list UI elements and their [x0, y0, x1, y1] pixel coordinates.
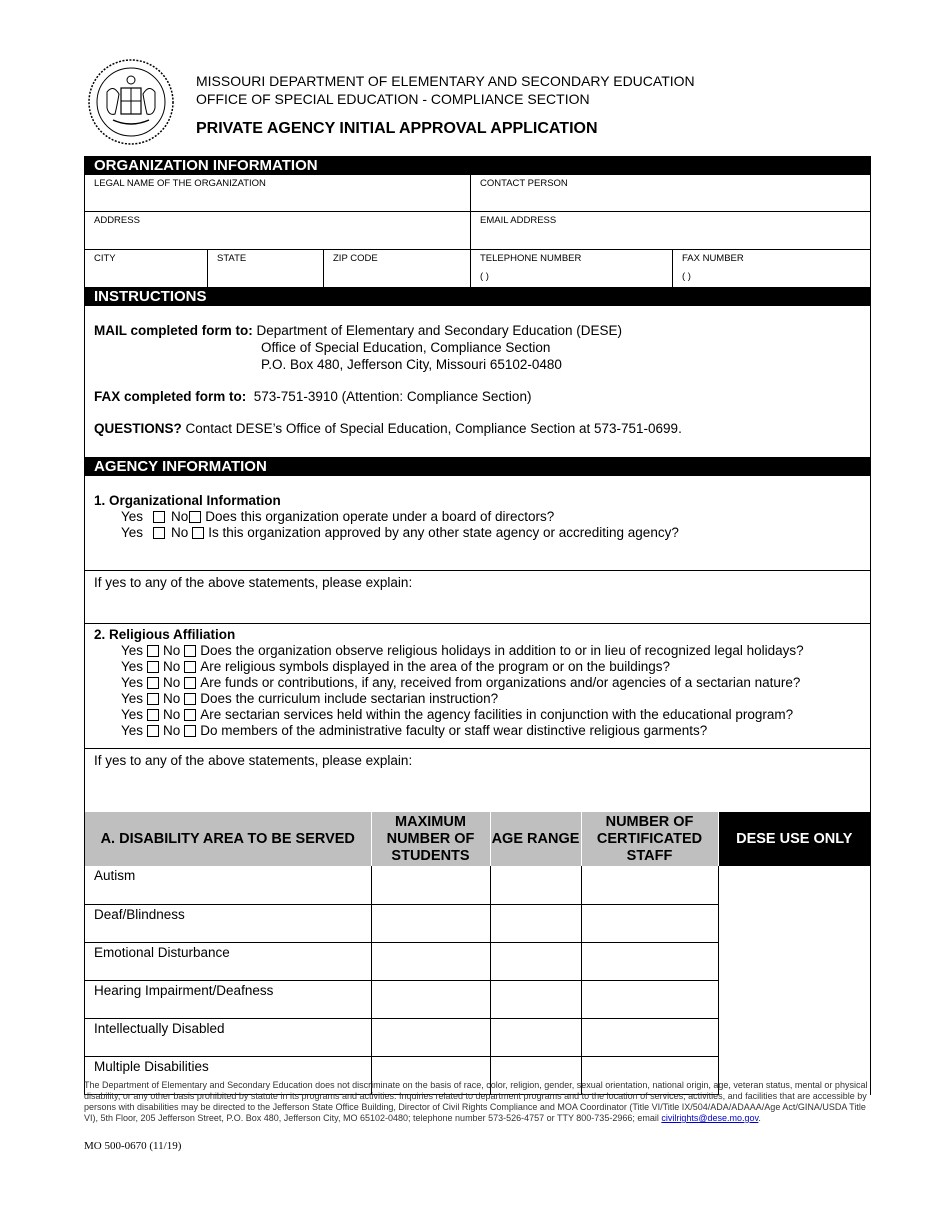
notice-text: The Department of Elementary and Secondary Education does not discriminate on the basis of race, color, religion, gender, sexual orientation, national origin, age, veteran status, mental or physical disability, or any other basis prohibited by statute in its programs and activities. Inquiries related to department programs and to the location of services, activities, and facilities that are accessible by persons with disabilities may be directed to the Jefferson State Office Building, Director of Civil Rights Compliance and MOA Coordinator (Title VI/Title IX/504/ADA/ADAAA/Age Act/GINA/USDA Title VI), 5th Floor, 205 Jefferson Street, P.O. Box 480, Jefferson City, MO 65102-0480; telephone number 573-526-4757 or TTY 800-735-2966; email — [84, 1080, 868, 1123]
disability-area-cell: Emotional Disturbance — [85, 942, 371, 980]
rel-q5-no-checkbox[interactable] — [184, 709, 196, 721]
rel-q1-text: Does the organization observe religious holidays in addition to or in lieu of recognized legal holidays? — [200, 643, 804, 658]
max-students-input[interactable] — [371, 1018, 490, 1056]
yes-label: Yes — [121, 691, 144, 706]
max-students-input[interactable] — [371, 904, 490, 942]
table-row — [85, 866, 870, 904]
telephone-label: TELEPHONE NUMBER — [480, 253, 582, 264]
staff-count-input[interactable] — [581, 942, 718, 980]
agency-section-bar: AGENCY INFORMATION — [85, 457, 870, 476]
org-q2-no-checkbox[interactable] — [192, 527, 204, 539]
disability-area-cell: Intellectually Disabled — [85, 1018, 371, 1056]
max-students-input[interactable] — [371, 980, 490, 1018]
org-q1-yes-checkbox[interactable] — [153, 511, 165, 523]
questions-label: QUESTIONS? — [94, 421, 182, 436]
max-students-header: MAXIMUM NUMBER OF STUDENTS — [371, 812, 490, 866]
state-label: STATE — [217, 253, 247, 264]
form-number: MO 500-0670 (11/19) — [84, 1140, 182, 1152]
org-info-heading: 1. Organizational Information — [94, 493, 281, 508]
yes-label: Yes — [121, 643, 144, 658]
rel-q1-yes-checkbox[interactable] — [147, 645, 159, 657]
org-q2-text: Is this organization approved by any other state agency or accrediting agency? — [208, 525, 679, 540]
legal-name-field[interactable] — [85, 175, 471, 211]
instructions-body — [85, 306, 870, 457]
page-title: PRIVATE AGENCY INITIAL APPROVAL APPLICATION — [196, 120, 598, 137]
fax-instruction-label: FAX completed form to: — [94, 389, 247, 404]
address-field[interactable] — [85, 212, 471, 249]
disability-area-header: A. DISABILITY AREA TO BE SERVED — [85, 812, 371, 866]
email-label: EMAIL ADDRESS — [480, 215, 557, 226]
staff-count-input[interactable] — [581, 866, 718, 904]
fax-instruction-text: 573-751-3910 (Attention: Compliance Section) — [253, 389, 532, 404]
rel-q4-no-checkbox[interactable] — [184, 693, 196, 705]
questions-text: Contact DESE’s Office of Special Education, Compliance Section at 573-751-0699. — [185, 421, 682, 436]
age-range-input[interactable] — [490, 904, 581, 942]
instructions-section-bar: INSTRUCTIONS — [85, 287, 870, 306]
rel-q5-text: Are sectarian services held within the agency facilities in conjunction with the educational program? — [200, 707, 794, 722]
missouri-seal-icon — [87, 58, 175, 146]
rel-q4-text: Does the curriculum include sectarian instruction? — [200, 691, 499, 706]
staff-count-input[interactable] — [581, 904, 718, 942]
state-field[interactable] — [208, 250, 324, 287]
age-range-input[interactable] — [490, 866, 581, 904]
dese-use-only-header: DESE USE ONLY — [718, 812, 870, 866]
telephone-field[interactable] — [471, 250, 673, 287]
contact-person-field[interactable] — [471, 175, 870, 211]
legal-name-label: LEGAL NAME OF THE ORGANIZATION — [94, 178, 266, 189]
rel-q6-no-checkbox[interactable] — [184, 725, 196, 737]
rel-q3-no-checkbox[interactable] — [184, 677, 196, 689]
no-label: No — [163, 691, 181, 706]
nondiscrimination-notice — [84, 1080, 876, 1124]
fax-field[interactable] — [673, 250, 870, 287]
org-q1-text: Does this organization operate under a board of directors? — [205, 509, 555, 524]
rel-q6-text: Do members of the administrative faculty or staff wear distinctive religious garments? — [200, 723, 708, 738]
org-q1-no-checkbox[interactable] — [189, 511, 201, 523]
yes-label: Yes — [121, 723, 144, 738]
rel-q4-yes-checkbox[interactable] — [147, 693, 159, 705]
disability-area-cell: Autism — [85, 866, 371, 904]
age-range-input[interactable] — [490, 1018, 581, 1056]
religious-explain-label: If yes to any of the above statements, please explain: — [94, 753, 413, 768]
no-label: No — [163, 723, 181, 738]
yes-label: Yes — [121, 659, 144, 674]
disability-table — [85, 812, 870, 1095]
rel-q2-yes-checkbox[interactable] — [147, 661, 159, 673]
city-field[interactable] — [85, 250, 208, 287]
religious-explain-field[interactable] — [85, 748, 870, 812]
rel-q3-yes-checkbox[interactable] — [147, 677, 159, 689]
rel-q5-yes-checkbox[interactable] — [147, 709, 159, 721]
telephone-value: ( ) — [480, 271, 489, 282]
certificated-staff-header: NUMBER OF CERTIFICATED STAFF — [581, 812, 718, 866]
org-explain-label: If yes to any of the above statements, please explain: — [94, 575, 413, 590]
rel-q2-text: Are religious symbols displayed in the area of the program or on the buildings? — [200, 659, 671, 674]
no-label: No — [163, 707, 181, 722]
age-range-input[interactable] — [490, 942, 581, 980]
org-q2-yes-checkbox[interactable] — [153, 527, 165, 539]
staff-count-input[interactable] — [581, 980, 718, 1018]
civil-rights-email-link[interactable]: civilrights@dese.mo.gov — [661, 1113, 759, 1123]
zip-code-field[interactable] — [324, 250, 471, 287]
organization-section-bar: ORGANIZATION INFORMATION — [85, 156, 870, 175]
application-form — [84, 156, 871, 1095]
rel-q2-no-checkbox[interactable] — [184, 661, 196, 673]
disability-area-cell: Hearing Impairment/Deafness — [85, 980, 371, 1018]
email-field[interactable] — [471, 212, 870, 249]
mail-line-2: Office of Special Education, Compliance Section — [261, 340, 551, 355]
no-label: No — [163, 643, 181, 658]
mail-line-1: Department of Elementary and Secondary Education (DESE) — [256, 323, 622, 338]
dese-use-cell — [718, 866, 870, 1094]
mail-label: MAIL completed form to: — [94, 323, 253, 338]
yes-label: Yes — [121, 509, 144, 524]
yes-label: Yes — [121, 675, 144, 690]
mail-line-3: P.O. Box 480, Jefferson City, Missouri 65102-0480 — [261, 357, 562, 372]
yes-label: Yes — [121, 707, 144, 722]
header-department: MISSOURI DEPARTMENT OF ELEMENTARY AND SECONDARY EDUCATION — [196, 73, 695, 89]
header-office: OFFICE OF SPECIAL EDUCATION - COMPLIANCE SECTION — [196, 91, 590, 107]
address-label: ADDRESS — [94, 215, 140, 226]
disability-area-cell: Deaf/Blindness — [85, 904, 371, 942]
contact-person-label: CONTACT PERSON — [480, 178, 568, 189]
staff-count-input[interactable] — [581, 1018, 718, 1056]
notice-end: . — [758, 1113, 761, 1123]
no-label: No — [171, 525, 189, 540]
max-students-input[interactable] — [371, 866, 490, 904]
religious-heading: 2. Religious Affiliation — [94, 627, 236, 642]
city-label: CITY — [94, 253, 116, 264]
no-label: No — [163, 675, 181, 690]
age-range-header: AGE RANGE — [490, 812, 581, 866]
org-explain-field[interactable] — [85, 570, 870, 624]
fax-label: FAX NUMBER — [682, 253, 744, 264]
rel-q3-text: Are funds or contributions, if any, received from organizations and/or agencies of a sectarian nature? — [200, 675, 801, 690]
max-students-input[interactable] — [371, 942, 490, 980]
no-label: No — [171, 509, 189, 524]
no-label: No — [163, 659, 181, 674]
zip-code-label: ZIP CODE — [333, 253, 378, 264]
rel-q1-no-checkbox[interactable] — [184, 645, 196, 657]
yes-label: Yes — [121, 525, 144, 540]
age-range-input[interactable] — [490, 980, 581, 1018]
rel-q6-yes-checkbox[interactable] — [147, 725, 159, 737]
fax-value: ( ) — [682, 271, 691, 282]
disability-area-cell: Multiple Disabilities — [85, 1056, 371, 1094]
